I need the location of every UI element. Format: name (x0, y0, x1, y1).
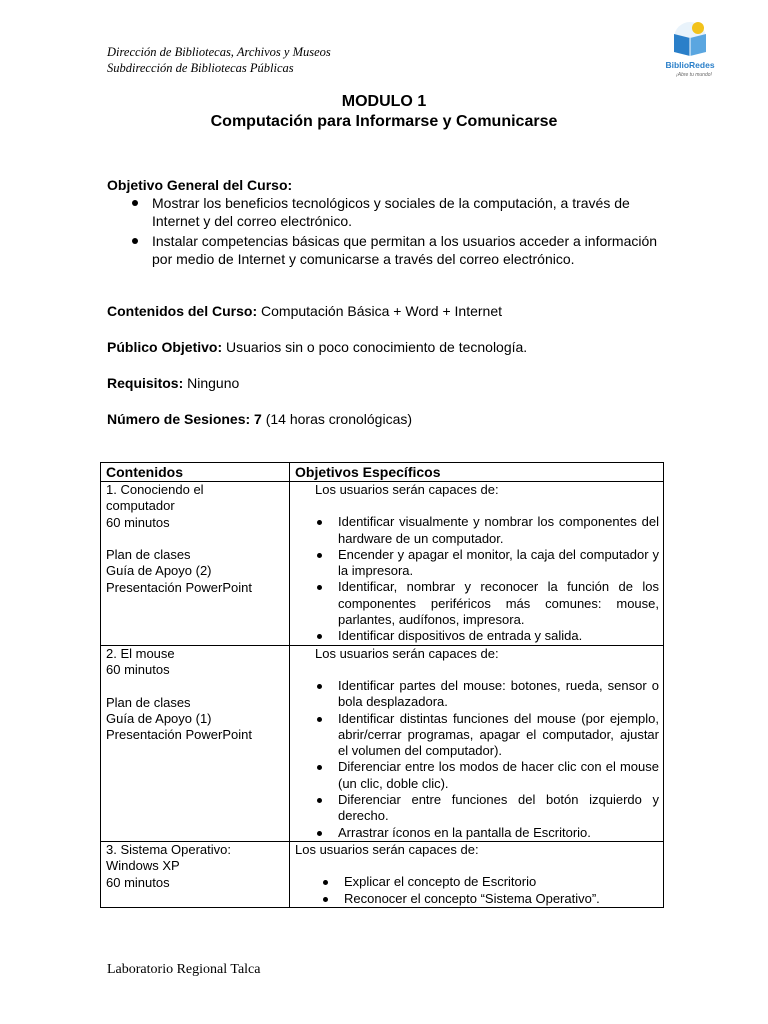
objective-section (107, 176, 667, 270)
objective-bullet: Identificar, nombrar y reconocer la función de los componentes periféricos más comunes: mouse, parlantes, audífonos, impresora. (295, 579, 659, 628)
row-contents (101, 645, 290, 841)
objectives-list (295, 678, 659, 841)
objectives-intro: Los usuarios serán capaces de: (315, 482, 499, 497)
objective-bullet: Identificar distintas funciones del mouse (por ejemplo, abrir/cerrar programas, apagar el computador, ajustar el volumen del computador). (295, 711, 659, 760)
content-line: Guía de Apoyo (1) (106, 710, 212, 726)
contents-value: Computación Básica + Word + Internet (261, 303, 502, 319)
table-header-row (101, 463, 664, 482)
objectives-intro: Los usuarios serán capaces de: (315, 645, 499, 661)
page-footer: Laboratorio Regional Talca (107, 962, 261, 977)
objective-bullet: Identificar dispositivos de entrada y salida. (295, 628, 659, 644)
content-line: 2. El mouse (106, 645, 175, 661)
table-row (101, 645, 664, 841)
objective-bullet: Arrastrar íconos en la pantalla de Escritorio. (295, 825, 659, 841)
objective-bullet: Diferenciar entre funciones del botón izquierdo y derecho. (295, 792, 659, 825)
audience-value: Usuarios sin o poco conocimiento de tecnología. (226, 339, 528, 355)
objective-bullet: Encender y apagar el monitor, la caja del computador y la impresora. (295, 547, 659, 580)
header-line-direction: Dirección de Bibliotecas, Archivos y Museos (107, 45, 331, 59)
objective-bullet: Explicar el concepto de Escritorio (295, 874, 659, 890)
header-objetivos: Objetivos Específicos (290, 463, 664, 482)
row-objectives (290, 482, 664, 646)
table-row (101, 482, 664, 646)
row-contents (101, 841, 290, 907)
module-title: MODULO 1 (341, 93, 427, 110)
requirements-label: Requisitos: (107, 375, 184, 391)
page-header (107, 44, 331, 76)
svg-text:¡Abre tu mundo!: ¡Abre tu mundo! (676, 72, 712, 78)
table-row (101, 841, 664, 907)
content-line: 60 minutos (106, 661, 170, 677)
objective-item: Instalar competencias básicas que permitan a los usuarios acceder a información por medio de Internet y comunicarse a través del correo electrónico. (107, 232, 667, 268)
sessions-line (107, 410, 667, 428)
requirements-value: Ninguno (187, 375, 240, 391)
header-line-subdirection: Subdirección de Bibliotecas Públicas (107, 61, 294, 75)
content-line: 60 minutos (106, 874, 170, 890)
content-line (106, 531, 285, 547)
objective-list (107, 194, 667, 268)
objectives-list (295, 514, 659, 644)
content-line (106, 678, 285, 694)
audience-line (107, 338, 667, 356)
contents-line (107, 302, 667, 320)
requirements-line (107, 374, 667, 392)
content-line: Presentación PowerPoint (106, 579, 252, 595)
biblioredes-logo (660, 18, 720, 80)
sessions-detail: (14 horas cronológicas) (265, 411, 413, 427)
content-line: 60 minutos (106, 514, 170, 530)
contents-label: Contenidos del Curso: (107, 303, 258, 319)
document-title (0, 92, 768, 132)
content-line: Plan de clases (106, 547, 191, 563)
content-line: Guía de Apoyo (2) (106, 563, 212, 579)
objective-item: Mostrar los beneficios tecnológicos y sociales de la computación, a través de Internet y del correo electrónico. (107, 194, 667, 230)
content-line: 3. Sistema Operativo: (106, 841, 231, 857)
course-table (100, 462, 664, 908)
sessions-count: 7 (254, 411, 262, 427)
content-line: 1. Conociendo el (106, 482, 204, 497)
audience-label: Público Objetivo: (107, 339, 223, 355)
objectives-list (295, 874, 659, 907)
header-contenidos: Contenidos (101, 463, 290, 482)
objective-label: Objetivo General del Curso: (107, 177, 293, 193)
sessions-label: Número de Sesiones: (107, 411, 251, 427)
objective-bullet: Identificar partes del mouse: botones, rueda, sensor o bola desplazadora. (295, 678, 659, 711)
objective-bullet: Diferenciar entre los modos de hacer clic con el mouse (un clic, doble clic). (295, 759, 659, 792)
content-line: Presentación PowerPoint (106, 727, 252, 743)
objectives-intro: Los usuarios serán capaces de: (295, 841, 479, 857)
content-line: computador (106, 498, 175, 514)
svg-text:BiblioRedes: BiblioRedes (665, 60, 715, 70)
module-subtitle: Computación para Informarse y Comunicarse (210, 113, 558, 130)
objective-bullet: Identificar visualmente y nombrar los componentes del hardware de un computador. (295, 514, 659, 547)
row-objectives (290, 645, 664, 841)
content-line: Windows XP (106, 858, 180, 874)
content-line: Plan de clases (106, 694, 191, 710)
row-objectives (290, 841, 664, 907)
row-contents (101, 482, 290, 646)
objective-bullet: Reconocer el concepto “Sistema Operativo”. (295, 891, 659, 907)
